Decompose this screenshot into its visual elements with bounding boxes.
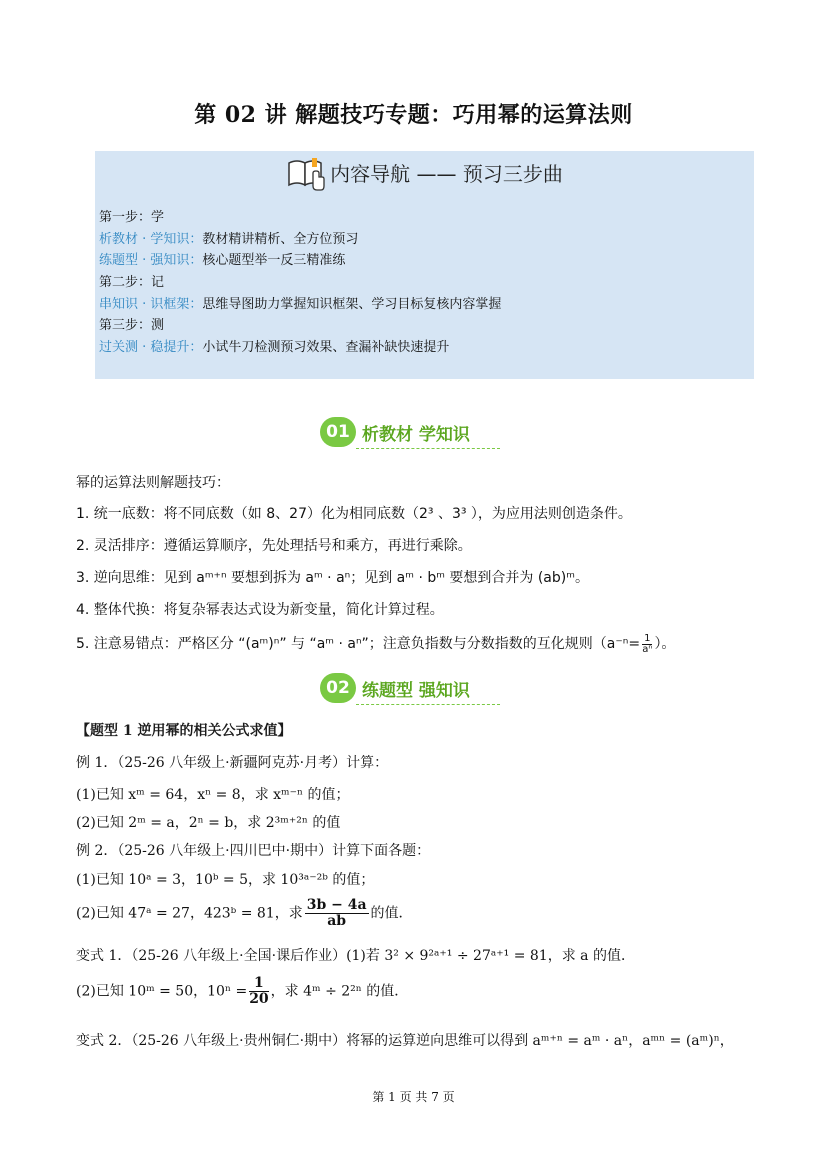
nav-line-2: 练题型 · 强知识：核心题型举一反三精准练: [99, 253, 346, 268]
nav-step-2: 第二步：记: [99, 275, 165, 290]
page-title: 第 02 讲 解题技巧专题：巧用幂的运算法则: [194, 102, 633, 128]
tip-3: 3. 逆向思维：见到 aᵐ⁺ⁿ 要想到拆为 aᵐ · aⁿ；见到 aᵐ · bᵐ 要想到合并为 (ab)ᵐ。: [76, 570, 589, 586]
fraction: $\frac{3b - 4a}{ab}$: [306, 897, 367, 929]
example-1-part-2: (2)已知 2ᵐ = a，2ⁿ = b，求 2³ᵐ⁺²ⁿ 的值: [76, 815, 341, 831]
example-1-part-1: (1)已知 xᵐ = 64，xⁿ = 8，求 xᵐ⁻ⁿ 的值；: [76, 787, 350, 803]
section-underline: [356, 448, 500, 449]
nav-line-1: 析教材 · 学知识：教材精讲精析、全方位预习: [99, 232, 359, 247]
section-underline: [356, 704, 500, 705]
nav-step-3: 第三步：测: [99, 318, 165, 333]
example-2-part-1: (1)已知 10ᵃ = 3，10ᵇ = 5，求 10³ᵃ⁻²ᵇ 的值；: [76, 872, 375, 888]
tip-2: 2. 灵活排序：遵循运算顺序，先处理括号和乘方，再进行乘除。: [76, 538, 472, 554]
book-pointer-icon: [286, 155, 326, 196]
variant-1: 变式 1．（25-26 八年级上·全国·课后作业）(1)若 3² × 9²ᵃ⁺¹ ÷ 27ᵃ⁺¹ = 81，求 a 的值．: [76, 948, 635, 964]
tip-4: 4. 整体代换：将复杂幂表达式设为新变量，简化计算过程。: [76, 602, 444, 618]
nav-header-text: 内容导航 —— 预习三步曲: [330, 162, 563, 186]
page-footer: 第 1 页 共 7 页: [372, 1090, 455, 1104]
nav-header: [95, 155, 754, 196]
example-1: 例 1．（25-26 八年级上·新疆阿克苏·月考）计算：: [76, 755, 389, 771]
fraction: $\frac{1}{20}$: [249, 975, 269, 1007]
section-badge-02: [320, 673, 510, 705]
variant-1-part-2: (2)已知 10ᵐ = 50，10ⁿ = $\frac{1}{20}$ ，求 4ᵐ ÷ 2²ⁿ 的值．: [76, 975, 409, 1007]
fraction: $\frac{1}{\text{aⁿ}}$: [642, 632, 653, 655]
problem-type-heading: 【题型 1 逆用幂的相关公式求值】: [76, 723, 292, 739]
nav-line-4: 过关测 · 稳提升：小试牛刀检测预习效果、查漏补缺快速提升: [99, 340, 450, 355]
nav-step-1: 第一步：学: [99, 210, 165, 225]
section-number: 01: [320, 417, 356, 447]
section-label: 析教材 学知识: [362, 425, 470, 445]
example-2-part-2: (2)已知 47ᵃ = 27，423ᵇ = 81，求 $\frac{3b - 4a}{ab}$ 的值．: [76, 897, 413, 929]
variant-2: 变式 2．（25-26 八年级上·贵州铜仁·期中）将幂的运算逆向思维可以得到 aᵐ⁺ⁿ = aᵐ · aⁿ，aᵐⁿ = (aᵐ)ⁿ，: [76, 1033, 734, 1049]
tip-5: 5. 注意易错点：严格区分 “(aᵐ)ⁿ” 与 “aᵐ · aⁿ”；注意负指数与分数指数的互化规则（a⁻ⁿ= $\frac{1}{\text{aⁿ}}$ ）。: [76, 632, 676, 655]
nav-line-3: 串知识 · 识框架：思维导图助力掌握知识框架、学习目标复核内容掌握: [99, 297, 502, 312]
section-number: 02: [320, 673, 356, 703]
section-badge-01: [320, 417, 510, 449]
tip-1: 1. 统一底数：将不同底数（如 8、27）化为相同底数（2³ 、3³ ），为应用法则创造条件。: [76, 506, 632, 522]
section-label: 练题型 强知识: [362, 681, 470, 701]
tips-intro: 幂的运算法则解题技巧：: [76, 475, 230, 491]
content-navigation-box: [95, 151, 754, 379]
example-2: 例 2．（25-26 八年级上·四川巴中·期中）计算下面各题：: [76, 843, 431, 859]
